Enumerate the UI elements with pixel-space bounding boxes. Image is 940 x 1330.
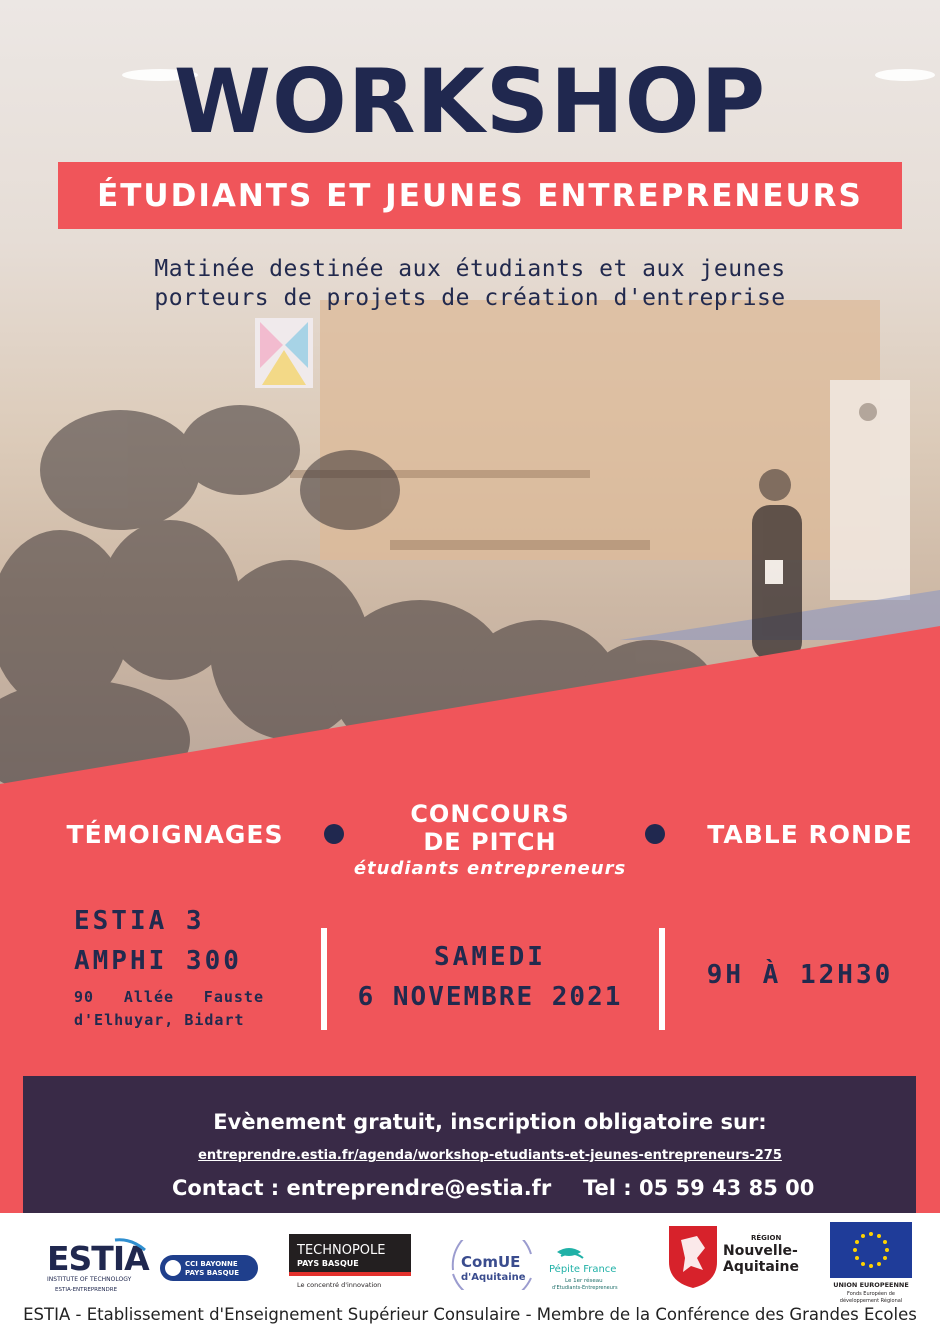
- estia-logo-text: ESTIA: [47, 1239, 149, 1278]
- cci-line-2: PAYS BASQUE: [185, 1269, 239, 1277]
- registration-link[interactable]: entreprendre.estia.fr/agenda/workshop-etudiants-et-jeunes-entrepreneurs-275: [198, 1148, 782, 1163]
- eu-logo: [826, 1222, 916, 1304]
- event-time: 9H À 12H30: [706, 960, 894, 990]
- program-testimonials: TÉMOIGNAGES: [66, 820, 284, 849]
- region-logo: [667, 1222, 803, 1292]
- intro-text: [60, 255, 880, 313]
- bullet-dot-right: [645, 824, 665, 844]
- pepite-logo: [547, 1242, 625, 1292]
- venue-building: ESTIA 3: [74, 906, 205, 936]
- pepite-tag-1: Le 1er réseau: [565, 1278, 603, 1284]
- eu-tag-2: développement Régional: [839, 1298, 903, 1304]
- region-line-1: Nouvelle-: [723, 1243, 798, 1259]
- pitch-line-2: DE PITCH: [423, 828, 557, 856]
- comue-line-2: d'Aquitaine: [461, 1272, 526, 1283]
- venue-room: AMPHI 300: [74, 946, 242, 976]
- pitch-line-1: CONCOURS: [410, 800, 570, 828]
- cci-logo: [160, 1255, 258, 1281]
- intro-line-2: porteurs de projets de création d'entreprise: [154, 285, 786, 311]
- contact-phone[interactable]: Tel : 05 59 43 85 00: [583, 1176, 815, 1200]
- footer-text: ESTIA - Etablissement d'Enseignement Supérieur Consulaire - Membre de la Conférence des Grandes Ecoles: [23, 1305, 917, 1324]
- contact-email[interactable]: Contact : entreprendre@estia.fr: [172, 1176, 552, 1200]
- region-line-2: Aquitaine: [723, 1259, 800, 1275]
- technopole-name: TECHNOPOLE: [297, 1243, 386, 1258]
- event-date: 6 NOVEMBRE 2021: [357, 982, 623, 1012]
- eu-logo-mark: [826, 1222, 916, 1304]
- comue-line-1: ComUE: [461, 1253, 521, 1271]
- cci-logo-mark: [160, 1255, 258, 1281]
- region-logo-mark: [667, 1222, 803, 1292]
- estia-logo-sub-2: ESTIA-ENTREPRENDRE: [55, 1287, 118, 1293]
- region-small: RÉGION: [751, 1234, 782, 1242]
- estia-logo-mark: [45, 1236, 153, 1296]
- comue-logo-mark: [447, 1240, 539, 1290]
- event-day: SAMEDI: [434, 942, 546, 972]
- comue-logo: [447, 1240, 539, 1290]
- technopole-sub: PAYS BASQUE: [297, 1259, 359, 1268]
- technopole-tagline: Le concentré d'innovation: [297, 1281, 382, 1289]
- eu-tag-1: Fonds Européen de: [847, 1291, 895, 1297]
- program-round-table: TABLE RONDE: [707, 820, 913, 849]
- estia-logo-sub-1: INSTITUTE OF TECHNOLOGY: [47, 1276, 132, 1283]
- cci-line-1: CCI BAYONNE: [185, 1260, 238, 1268]
- intro-line-1: Matinée destinée aux étudiants et aux jeunes: [154, 256, 786, 282]
- divider-right: [659, 928, 665, 1030]
- pepite-logo-mark: [547, 1242, 625, 1292]
- technopole-logo-mark: [289, 1234, 411, 1290]
- eu-name: UNION EUROPEENNE: [833, 1281, 909, 1289]
- subtitle-banner: [58, 162, 902, 229]
- pepite-name: Pépite France: [549, 1264, 617, 1275]
- estia-logo: [45, 1236, 153, 1296]
- subtitle-text: ÉTUDIANTS ET JEUNES ENTREPRENEURS: [97, 177, 863, 214]
- workshop-title: WORKSHOP: [173, 50, 767, 153]
- program-pitch-contest: [340, 800, 640, 856]
- pitch-note: étudiants entrepreneurs: [353, 858, 627, 879]
- technopole-logo: [289, 1234, 411, 1290]
- venue-address: 90 Allée Fauste d'Elhuyar, Bidart: [74, 988, 264, 1029]
- registration-title: Evènement gratuit, inscription obligatoire sur:: [213, 1110, 767, 1134]
- pepite-tag-2: d'Etudiants-Entrepreneurs: [552, 1285, 618, 1291]
- divider-left: [321, 928, 327, 1030]
